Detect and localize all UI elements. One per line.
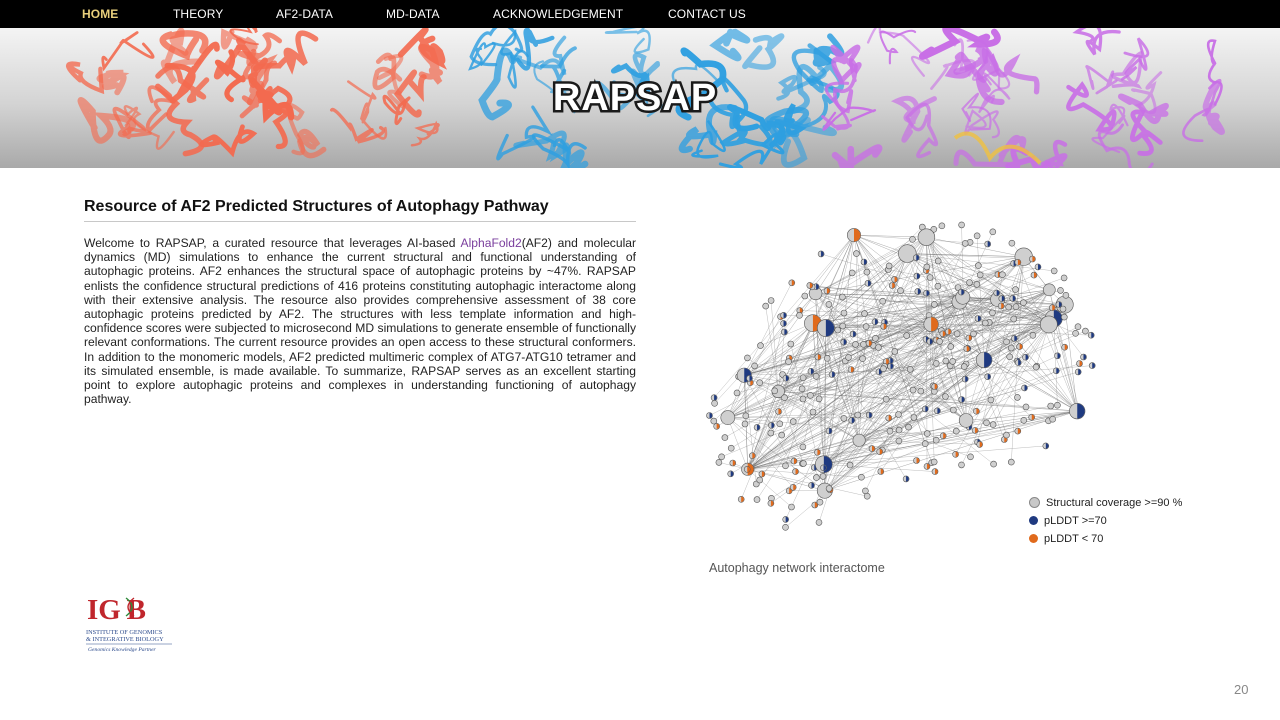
network-node <box>887 428 893 434</box>
network-edges <box>710 225 1093 527</box>
network-node-fill <box>1077 404 1084 419</box>
network-node <box>816 519 822 525</box>
network-node <box>1004 339 1010 345</box>
top-navbar <box>0 0 1280 28</box>
network-node <box>896 438 902 444</box>
network-node <box>1060 306 1066 312</box>
legend-dot-orange-icon <box>1029 534 1038 543</box>
network-node <box>918 388 924 394</box>
network-node <box>1013 287 1019 293</box>
network-node <box>758 343 764 349</box>
network-node <box>975 263 981 269</box>
network-node <box>813 475 819 481</box>
network-node <box>1013 304 1019 310</box>
nav-contact-us[interactable]: CONTACT US <box>668 7 746 21</box>
network-node <box>786 359 792 365</box>
network-node <box>959 462 965 468</box>
network-node <box>1061 275 1067 281</box>
network-node <box>898 288 904 294</box>
network-node <box>896 412 902 418</box>
network-node <box>1050 416 1056 422</box>
autophagy-network-figure <box>694 190 1104 546</box>
network-node <box>1040 316 1057 333</box>
network-node <box>1006 304 1012 310</box>
network-node <box>933 437 939 443</box>
network-node <box>1033 364 1039 370</box>
network-node <box>961 364 967 370</box>
network-node <box>817 499 823 505</box>
logo-line1: INSTITUTE OF GENOMICS <box>86 629 163 636</box>
header-banner <box>0 28 1280 168</box>
network-node <box>918 229 935 246</box>
network-node <box>872 335 878 341</box>
network-node <box>789 504 795 510</box>
network-node <box>939 223 945 229</box>
network-node <box>860 356 866 362</box>
nav-theory[interactable]: THEORY <box>173 7 224 21</box>
network-node <box>721 411 735 425</box>
network-node <box>999 272 1005 278</box>
network-node <box>855 412 861 418</box>
network-node <box>783 524 789 530</box>
network-node <box>757 380 763 386</box>
figure-caption: Autophagy network interactome <box>709 561 885 575</box>
legend-label: pLDDT < 70 <box>1044 532 1104 545</box>
network-node <box>950 358 956 364</box>
legend-item <box>1029 530 1182 547</box>
network-node <box>742 421 748 427</box>
network-node <box>853 251 859 257</box>
network-node <box>839 294 845 300</box>
network-node <box>1008 345 1014 351</box>
igib-logo <box>84 592 179 656</box>
network-node <box>911 415 917 421</box>
network-node <box>768 430 774 436</box>
network-node <box>962 240 968 246</box>
network-node <box>1009 240 1015 246</box>
network-node <box>977 272 983 278</box>
legend-dot-gray-icon <box>1029 497 1040 508</box>
network-node <box>933 360 939 366</box>
network-node <box>943 358 949 364</box>
network-node <box>826 301 832 307</box>
network-node <box>974 281 980 287</box>
network-node <box>910 387 916 393</box>
logo-tagline: Genomics Knowledge Partner <box>88 647 156 653</box>
network-node <box>935 258 941 264</box>
network-node <box>982 320 988 326</box>
network-node <box>1061 314 1067 320</box>
network-node <box>1023 404 1029 410</box>
network-node <box>752 363 758 369</box>
network-node <box>1030 332 1036 338</box>
network-node <box>1004 432 1010 438</box>
banner-title: RAPSAP <box>552 77 718 119</box>
legend-item <box>1029 512 1182 529</box>
network-node <box>790 419 796 425</box>
network-node <box>974 233 980 239</box>
network-node <box>841 415 847 421</box>
nav-af2-data[interactable]: AF2-DATA <box>276 7 334 21</box>
network-node <box>984 420 990 426</box>
network-node <box>1021 417 1027 423</box>
network-node <box>768 298 774 304</box>
network-node <box>719 454 725 460</box>
network-node <box>846 354 852 360</box>
network-node <box>754 497 760 503</box>
network-node <box>967 280 973 286</box>
network-node <box>858 474 864 480</box>
network-node <box>1073 330 1079 336</box>
network-node <box>883 396 889 402</box>
network-node <box>835 327 841 333</box>
network-node <box>904 333 910 339</box>
network-node <box>779 432 785 438</box>
network-node <box>777 421 783 427</box>
network-node <box>931 459 937 465</box>
network-node <box>826 486 832 492</box>
network-node <box>896 427 902 433</box>
network-node <box>922 441 928 447</box>
nav-md-data[interactable]: MD-DATA <box>386 7 440 21</box>
network-node <box>813 373 819 379</box>
network-node <box>1054 402 1060 408</box>
network-node <box>880 298 886 304</box>
network-node <box>1007 354 1013 360</box>
network-node <box>744 355 750 361</box>
network-node <box>907 366 913 372</box>
network-node <box>910 236 916 242</box>
network-node <box>942 394 948 400</box>
network-node <box>799 386 805 392</box>
network-node <box>802 293 808 299</box>
network-node <box>991 461 997 467</box>
network-node <box>820 473 826 479</box>
network-node <box>1048 403 1054 409</box>
network-node <box>937 338 943 344</box>
network-node <box>968 454 974 460</box>
nav-home[interactable]: HOME <box>82 7 119 21</box>
network-node <box>906 424 912 430</box>
network-node <box>849 270 855 276</box>
network-node <box>875 345 881 351</box>
network-node <box>990 422 996 428</box>
page-title: Resource of AF2 Predicted Structures of Autophagy Pathway <box>84 198 636 222</box>
network-node <box>990 229 996 235</box>
network-node <box>935 283 941 289</box>
network-node <box>772 388 778 394</box>
network-node <box>716 459 722 465</box>
network-node <box>864 269 870 275</box>
network-node <box>757 477 763 483</box>
network-node <box>1051 268 1057 274</box>
network-node <box>840 323 846 329</box>
network-node <box>988 397 994 403</box>
network-node <box>931 301 937 307</box>
network-node <box>862 311 868 317</box>
network-node <box>927 275 933 281</box>
network-node <box>1020 300 1026 306</box>
network-node <box>734 390 740 396</box>
network-node <box>1008 459 1014 465</box>
network-node <box>989 310 995 316</box>
network-node <box>712 400 718 406</box>
network-node <box>810 409 816 415</box>
alphafold2-link[interactable]: AlphaFold2 <box>460 236 522 250</box>
legend-item <box>1029 494 1182 511</box>
network-node <box>1063 292 1069 298</box>
legend-label: Structural coverage >=90 % <box>1046 496 1183 509</box>
logo-wordmark: IG B <box>87 594 146 626</box>
network-node <box>1058 287 1064 293</box>
network-node <box>783 463 789 469</box>
network-node <box>824 355 830 361</box>
network-node <box>722 435 728 441</box>
network-node <box>797 312 803 318</box>
network-node <box>886 263 892 269</box>
network-node <box>743 413 749 419</box>
network-node <box>1082 328 1088 334</box>
network-node <box>800 396 806 402</box>
network-node <box>1011 316 1017 322</box>
network-node <box>924 431 930 437</box>
intro-text-rest: (AF2) and molecular dynamics (MD) simulations to enhance the current structural and functional understanding of autophagic proteins. AF2 enhances the structural space of autophagic proteins by ~47%. RAPSAP enlists the confidence structural predictions of 416 proteins constituting autophagic interactome along with their extensive analysis. The resource also provides comprehensive assessment of 38 core autophagic proteins predicted by AF2. The structures with less template information and high-confidence scores were subjected to microsecond MD simulations to generate ensemble of functionally relevant conformations. The current resource provides an open access to these structural conformers. In addition to the monomeric models, AF2 predicted multimeric complex of ATG7-ATG10 tetramer and its simulated ensemble, is made available. To summarize, RAPSAP serves as an excellent starting point to explore autophagic proteins and complexes in understanding functioning of autophagy pathway. <box>84 236 637 407</box>
page-number: 20 <box>1234 682 1249 697</box>
network-node <box>1014 394 1020 400</box>
network-node <box>853 434 865 446</box>
intro-text-start: Welcome to RAPSAP, a curated resource that leverages AI-based <box>84 236 461 250</box>
network-node <box>863 324 869 330</box>
network-node <box>898 245 916 263</box>
network-node <box>782 395 788 401</box>
network-node <box>948 344 954 350</box>
network-node <box>959 222 965 228</box>
network-node <box>1075 324 1081 330</box>
network-node <box>800 375 806 381</box>
network-node <box>816 396 822 402</box>
network-node <box>953 428 959 434</box>
network-node <box>788 341 794 347</box>
network-node <box>880 366 886 372</box>
network-node <box>841 310 847 316</box>
logo-line2: & INTEGRATIVE BIOLOGY <box>86 636 164 643</box>
network-node <box>950 407 956 413</box>
network-node <box>861 341 867 347</box>
network-node <box>807 392 813 398</box>
nav-acknowledgement[interactable]: ACKNOWLEDGEMENT <box>493 7 624 21</box>
network-node <box>853 341 859 347</box>
network-node <box>924 264 930 270</box>
network-node <box>1043 284 1055 296</box>
intro-paragraph <box>84 236 636 406</box>
network-node <box>959 414 973 428</box>
network-node <box>892 349 898 355</box>
network-node <box>864 493 870 499</box>
network-node <box>763 303 769 309</box>
network-node <box>954 331 960 337</box>
legend-dot-blue-icon <box>1029 516 1038 525</box>
network-node <box>800 444 806 450</box>
legend-label: pLDDT >=70 <box>1044 514 1107 527</box>
network-node <box>728 445 734 451</box>
network-node <box>847 462 853 468</box>
network-node <box>800 461 806 467</box>
network-legend <box>1029 494 1182 548</box>
